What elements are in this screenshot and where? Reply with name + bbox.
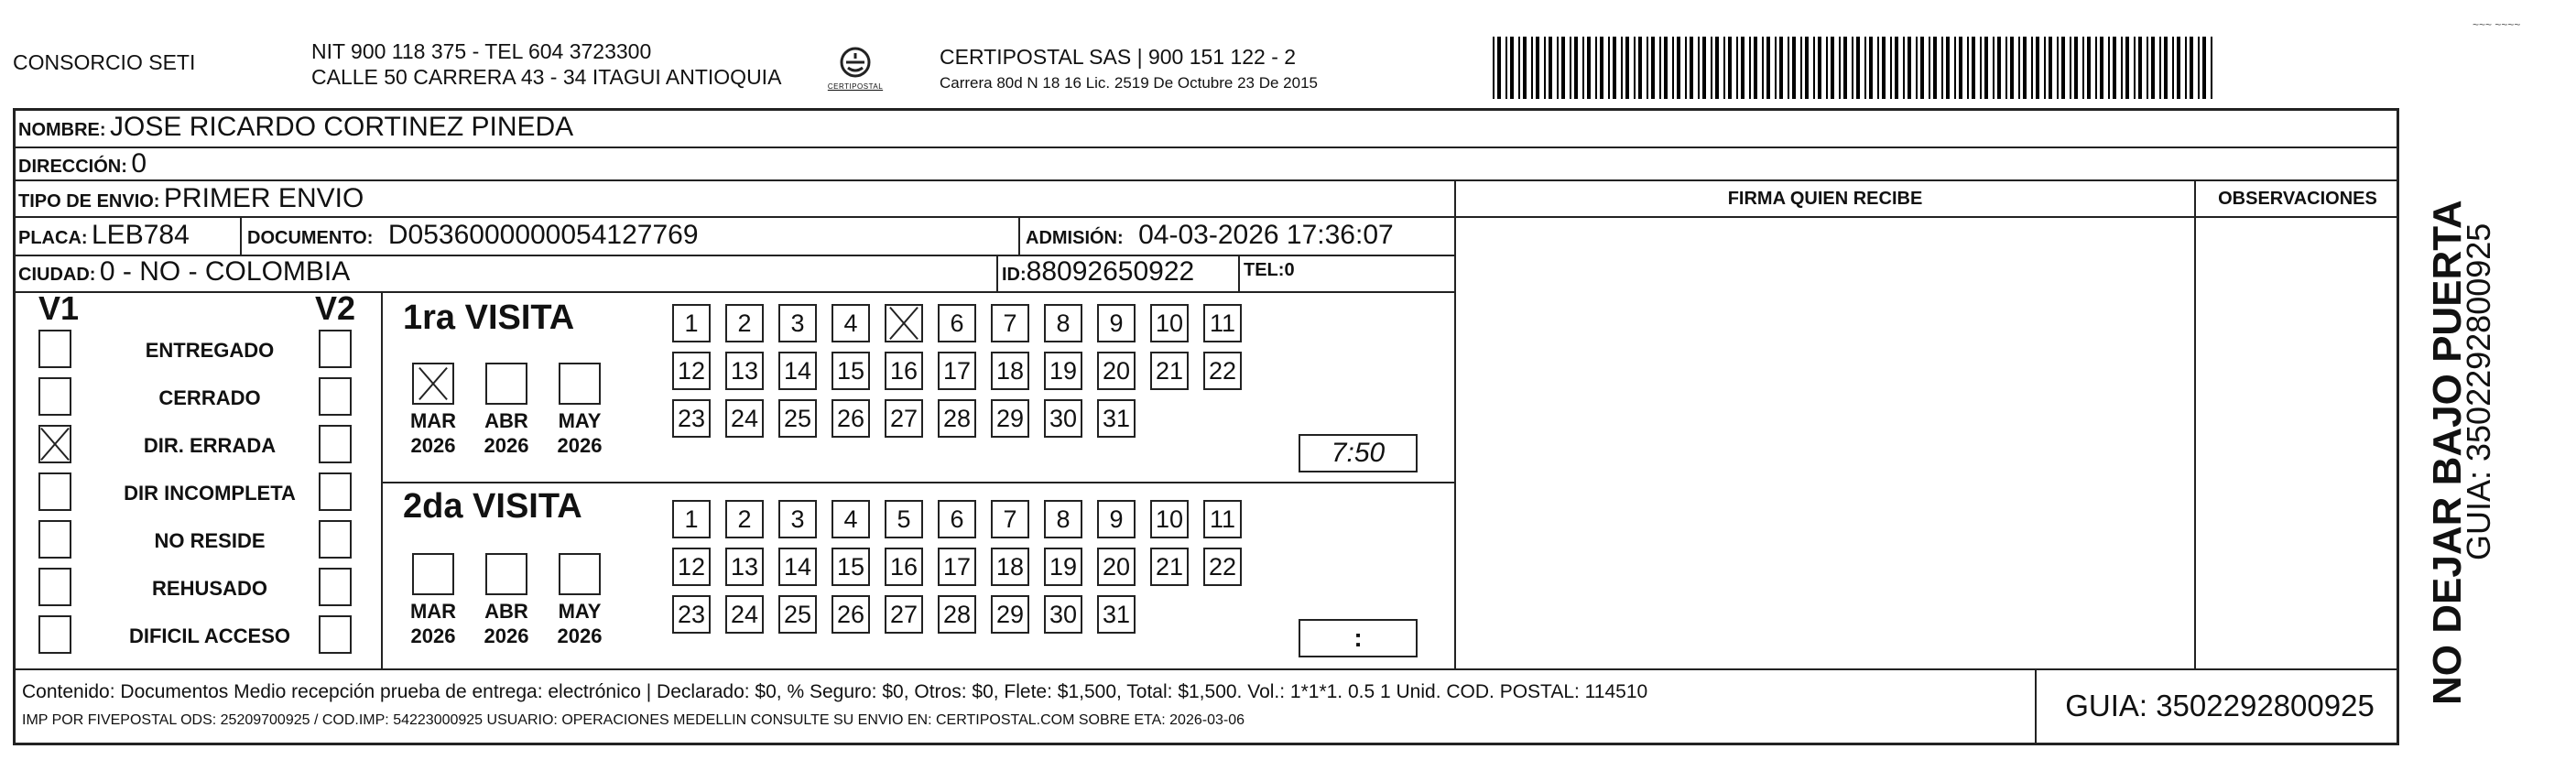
- visit1-month-name: MAR: [409, 409, 457, 432]
- visit1-day-box[interactable]: 21: [1150, 352, 1189, 390]
- nit-line: NIT 900 118 375 - TEL 604 3723300: [311, 39, 652, 63]
- barcode-bar: [1967, 37, 1969, 99]
- barcode-bar: [2074, 37, 2078, 99]
- barcode-bar: [2138, 37, 2142, 99]
- footer-guia: GUIA: 3502292800925: [2065, 689, 2375, 722]
- barcode-bar: [2151, 37, 2155, 99]
- visit1-day-box[interactable]: 12: [672, 352, 711, 390]
- visit2-day-box[interactable]: 30: [1044, 595, 1082, 634]
- visit1-day-box[interactable]: 14: [778, 352, 817, 390]
- visit1-day-box[interactable]: 23: [672, 399, 711, 438]
- col-line: [1454, 179, 1456, 668]
- barcode-bar: [2202, 37, 2206, 99]
- visit1-day-box[interactable]: 18: [991, 352, 1029, 390]
- barcode-bar: [1574, 37, 1578, 99]
- barcode-bar: [1634, 37, 1636, 99]
- row-line: [381, 482, 1454, 483]
- visit1-day-box[interactable]: 26: [831, 399, 870, 438]
- barcode-bar: [1625, 37, 1629, 99]
- visit1-day-box[interactable]: 25: [778, 399, 817, 438]
- barcode-bar: [1954, 37, 1956, 99]
- barcode-bar: [2018, 37, 2020, 99]
- visit2-month-checkbox[interactable]: [559, 553, 601, 595]
- barcode-bar: [1493, 37, 1495, 99]
- barcode-bar: [1651, 37, 1655, 99]
- placa-row: [18, 220, 190, 251]
- ciudad-value: 0 - NO - COLOMBIA: [99, 256, 351, 287]
- col-line: [996, 255, 998, 291]
- barcode-bar: [1677, 37, 1680, 99]
- visit1-day-box[interactable]: 11: [1203, 304, 1242, 342]
- barcode-bar: [2164, 37, 2168, 99]
- certipostal-logo: [826, 42, 885, 106]
- barcode-bar: [1621, 37, 1623, 99]
- v2-header: V2: [315, 289, 356, 327]
- barcode-bar: [1813, 37, 1815, 99]
- barcode-bar: [2036, 37, 2039, 99]
- status-label: ENTREGADO: [145, 339, 275, 362]
- barcode-bar: [2061, 37, 2065, 99]
- row-line: [13, 179, 2399, 181]
- col-line: [2035, 668, 2037, 745]
- barcode-bar: [1766, 37, 1770, 99]
- status-label: DIFICIL ACCESO: [128, 624, 290, 647]
- id-row: [1002, 256, 1194, 288]
- visit1-day-box[interactable]: 9: [1097, 304, 1136, 342]
- barcode-bar: [2125, 37, 2129, 99]
- tipo-label: TIPO DE ENVIO:: [18, 191, 160, 212]
- v2-checkbox[interactable]: [319, 330, 352, 368]
- row-line: [13, 147, 2399, 148]
- visit2-month-name: ABR: [484, 600, 528, 623]
- visit1-day-box[interactable]: 1: [672, 304, 711, 342]
- visit1-day-box[interactable]: 28: [938, 399, 976, 438]
- barcode-bar: [2031, 37, 2033, 99]
- v2-checkbox[interactable]: [319, 615, 352, 654]
- barcode-bar: [1882, 37, 1886, 99]
- barcode-bar: [1600, 37, 1603, 99]
- visit1-month-name: ABR: [484, 409, 528, 432]
- barcode-bar: [1792, 37, 1796, 99]
- barcode-bar: [1536, 37, 1539, 99]
- barcode-bar: [1762, 37, 1764, 99]
- admision-value: 04-03-2026 17:36:07: [1138, 220, 1394, 250]
- admision-label: ADMISIÓN:: [1026, 228, 1124, 248]
- tel-label: TEL:: [1244, 260, 1285, 280]
- visit1-day-box[interactable]: 2: [725, 304, 764, 342]
- tipo-row: [18, 183, 364, 214]
- barcode-bar: [1561, 37, 1565, 99]
- company-name: CONSORCIO SETI: [13, 50, 196, 74]
- barcode-bar: [1549, 37, 1552, 99]
- barcode-bar: [1582, 37, 1584, 99]
- visit1-time[interactable]: 7:50: [1299, 434, 1418, 472]
- visit2-day-box[interactable]: 25: [778, 595, 817, 634]
- direccion-value: 0: [131, 148, 147, 179]
- visit2-day-box[interactable]: 4: [831, 500, 870, 538]
- barcode-bar: [1647, 37, 1648, 99]
- visit2-title: 2da VISITA: [403, 487, 582, 526]
- visit2-day-box[interactable]: 6: [938, 500, 976, 538]
- status-label: DIR INCOMPLETA: [124, 482, 296, 505]
- visit1-day-box[interactable]: 13: [725, 352, 764, 390]
- admision-row: [1026, 220, 1394, 251]
- visit1-month-year: 2026: [484, 434, 529, 457]
- v1-checkbox[interactable]: [38, 568, 71, 606]
- nombre-row: [18, 112, 573, 143]
- barcode-bar: [2049, 37, 2052, 99]
- v1-checkbox[interactable]: [38, 520, 71, 559]
- barcode-bar: [1702, 37, 1706, 99]
- visit1-month-year: 2026: [410, 434, 456, 457]
- visit2-day-box[interactable]: 16: [885, 548, 923, 586]
- status-label: REHUSADO: [152, 577, 267, 600]
- barcode-bar: [1839, 37, 1841, 99]
- visit1-day-box[interactable]: 20: [1097, 352, 1136, 390]
- barcode-bar: [2134, 37, 2136, 99]
- visit1-day-box[interactable]: [885, 304, 923, 342]
- barcode-bar: [2190, 37, 2193, 99]
- barcode-bar: [2147, 37, 2148, 99]
- visit2-day-box[interactable]: 18: [991, 548, 1029, 586]
- status-label: NO RESIDE: [154, 529, 266, 552]
- row-line: [13, 668, 2399, 670]
- v2-checkbox[interactable]: [319, 568, 352, 606]
- visit2-month-name: MAY: [558, 600, 602, 623]
- col-line: [2194, 179, 2196, 668]
- tel-row: [1244, 260, 1295, 281]
- visit2-day-box[interactable]: 20: [1097, 548, 1136, 586]
- visit2-month-checkbox[interactable]: [412, 553, 454, 595]
- barcode-bar: [1749, 37, 1751, 99]
- visit1-day-box[interactable]: 22: [1203, 352, 1242, 390]
- barcode-bar: [2172, 37, 2174, 99]
- visit1-month-checkbox[interactable]: [412, 363, 454, 405]
- barcode-bar: [1518, 37, 1520, 99]
- visit2-month-year: 2026: [484, 624, 529, 647]
- barcode-bar: [1972, 37, 1975, 99]
- barcode-bar: [1864, 37, 1866, 99]
- visit1-title: 1ra VISITA: [403, 299, 575, 337]
- visit2-day-box[interactable]: 22: [1203, 548, 1242, 586]
- id-value: 88092650922: [1026, 256, 1195, 287]
- visit1-day-box[interactable]: 4: [831, 304, 870, 342]
- visit1-day-box[interactable]: 16: [885, 352, 923, 390]
- v1-checkbox[interactable]: [38, 615, 71, 654]
- visit1-day-box[interactable]: 7: [991, 304, 1029, 342]
- v2-checkbox[interactable]: [319, 425, 352, 463]
- barcode-bar: [1531, 37, 1533, 99]
- barcode-bar: [1659, 37, 1661, 99]
- barcode-bar: [1736, 37, 1738, 99]
- visit2-month-name: MAR: [409, 600, 457, 623]
- barcode-bar: [1510, 37, 1514, 99]
- barcode-bar: [1800, 37, 1802, 99]
- visit2-month-year: 2026: [410, 624, 456, 647]
- barcode-bar: [1920, 37, 1924, 99]
- v1-checkbox[interactable]: [38, 425, 71, 463]
- visit1-month-checkbox[interactable]: [485, 363, 527, 405]
- visit1-day-box[interactable]: 31: [1097, 399, 1136, 438]
- direccion-label: DIRECCIÓN:: [18, 157, 127, 177]
- id-label: ID:: [1002, 265, 1027, 285]
- ciudad-label: CIUDAD:: [18, 265, 96, 285]
- barcode-bar: [1993, 37, 1994, 99]
- barcode-bar: [1908, 37, 1911, 99]
- visit2-day-box[interactable]: 29: [991, 595, 1029, 634]
- barcode-bar: [1869, 37, 1873, 99]
- row-line: [13, 291, 1456, 293]
- footer-contenido: Contenido: Documentos Medio recepción prueba de entrega: electrónico | Declarado: $0, % Seguro: $0, Otros: $0, Flete: $1,500, Total: $1,500. Vol.: 1*1*1. 0.5 1 Unid. COD. POSTAL: 114510: [22, 681, 1648, 702]
- barcode-bar: [1754, 37, 1757, 99]
- barcode-bar: [1608, 37, 1610, 99]
- v1-checkbox[interactable]: [38, 330, 71, 368]
- barcode-bar: [1852, 37, 1853, 99]
- tel-value: 0: [1284, 260, 1295, 280]
- visit2-day-box[interactable]: 28: [938, 595, 976, 634]
- barcode-bar: [1690, 37, 1693, 99]
- footer-imp: IMP POR FIVEPOSTAL ODS: 25209700925 / COD.IMP: 54223000925 USUARIO: OPERACIONES MEDELLIN CONSULTE SU ENVIO EN: CERTIPOSTAL.COM SOBRE ETA: 2026-03-06: [22, 712, 1245, 728]
- barcode-bar: [2005, 37, 2007, 99]
- barcode: [1493, 37, 2216, 99]
- visit2-day-box[interactable]: 1: [672, 500, 711, 538]
- side-guia: GUIA: 3502292800925: [2460, 223, 2497, 560]
- v1-checkbox[interactable]: [38, 472, 71, 511]
- barcode-bar: [1980, 37, 1982, 99]
- barcode-bar: [2070, 37, 2071, 99]
- status-label: CERRADO: [158, 386, 261, 409]
- visit2-day-box[interactable]: 5: [885, 500, 923, 538]
- col-line: [381, 291, 383, 668]
- barcode-bar: [1890, 37, 1892, 99]
- firma-label: FIRMA QUIEN RECIBE: [1727, 189, 1923, 209]
- visit2-day-box[interactable]: 13: [725, 548, 764, 586]
- visit1-day-box[interactable]: 10: [1150, 304, 1189, 342]
- barcode-bar: [1941, 37, 1943, 99]
- v2-checkbox[interactable]: [319, 520, 352, 559]
- visit2-day-box[interactable]: 11: [1203, 500, 1242, 538]
- barcode-bar: [2211, 37, 2212, 99]
- visit2-day-box[interactable]: 10: [1150, 500, 1189, 538]
- barcode-bar: [1685, 37, 1687, 99]
- visit2-day-box[interactable]: 14: [778, 548, 817, 586]
- barcode-bar: [1946, 37, 1950, 99]
- corner-text: ~~~ ~~~~: [2473, 18, 2521, 31]
- visit1-day-box[interactable]: 6: [938, 304, 976, 342]
- visit2-day-box[interactable]: 7: [991, 500, 1029, 538]
- visit1-day-box[interactable]: 3: [778, 304, 817, 342]
- barcode-bar: [1570, 37, 1571, 99]
- barcode-bar: [1805, 37, 1809, 99]
- barcode-bar: [1775, 37, 1777, 99]
- visit1-month-name: MAY: [558, 409, 602, 432]
- barcode-bar: [1929, 37, 1930, 99]
- visit2-month-year: 2026: [557, 624, 603, 647]
- visit1-day-box[interactable]: 15: [831, 352, 870, 390]
- barcode-bar: [1843, 37, 1847, 99]
- tipo-value: PRIMER ENVIO: [163, 183, 364, 213]
- barcode-bar: [1788, 37, 1789, 99]
- visit2-day-box[interactable]: 27: [885, 595, 923, 634]
- barcode-bar: [1997, 37, 2001, 99]
- visit1-month-year: 2026: [557, 434, 603, 457]
- visit2-day-box[interactable]: 23: [672, 595, 711, 634]
- row-line: [13, 216, 2399, 218]
- barcode-bar: [2177, 37, 2180, 99]
- visit2-day-box[interactable]: 31: [1097, 595, 1136, 634]
- col-line: [1018, 216, 1020, 255]
- barcode-bar: [2010, 37, 2014, 99]
- visit1-day-box[interactable]: 17: [938, 352, 976, 390]
- barcode-bar: [2100, 37, 2103, 99]
- visit1-day-box[interactable]: 29: [991, 399, 1029, 438]
- logo-text: CERTIPOSTAL: [827, 82, 884, 91]
- certi-line2: Carrera 80d N 18 16 Lic. 2519 De Octubre 23 De 2015: [940, 74, 1318, 92]
- barcode-bar: [1664, 37, 1668, 99]
- documento-label: DOCUMENTO:: [247, 228, 374, 248]
- barcode-bar: [1698, 37, 1700, 99]
- barcode-bar: [1916, 37, 1918, 99]
- nombre-label: NOMBRE:: [18, 120, 106, 140]
- status-label: DIR. ERRADA: [143, 434, 277, 457]
- barcode-bar: [1779, 37, 1783, 99]
- visit2-day-box[interactable]: 26: [831, 595, 870, 634]
- barcode-bar: [2108, 37, 2110, 99]
- barcode-bar: [2198, 37, 2200, 99]
- barcode-bar: [2113, 37, 2116, 99]
- barcode-bar: [2159, 37, 2161, 99]
- v1-checkbox[interactable]: [38, 377, 71, 416]
- nombre-value: JOSE RICARDO CORTINEZ PINEDA: [110, 112, 574, 142]
- barcode-bar: [1728, 37, 1732, 99]
- barcode-bar: [1895, 37, 1898, 99]
- visit2-day-box[interactable]: 8: [1044, 500, 1082, 538]
- barcode-bar: [1831, 37, 1834, 99]
- visit2-day-box[interactable]: 19: [1044, 548, 1082, 586]
- barcode-bar: [1818, 37, 1821, 99]
- barcode-bar: [1903, 37, 1905, 99]
- visit2-day-box[interactable]: 15: [831, 548, 870, 586]
- certi-line1: CERTIPOSTAL SAS | 900 151 122 - 2: [940, 45, 1297, 69]
- visit1-day-box[interactable]: 24: [725, 399, 764, 438]
- visit1-day-box[interactable]: 19: [1044, 352, 1082, 390]
- barcode-bar: [1638, 37, 1642, 99]
- barcode-bar: [1523, 37, 1527, 99]
- barcode-bar: [1613, 37, 1616, 99]
- col-line: [240, 216, 242, 255]
- barcode-bar: [2185, 37, 2187, 99]
- barcode-bar: [1711, 37, 1712, 99]
- visit2-day-box[interactable]: 21: [1150, 548, 1189, 586]
- documento-value: D0536000000054127769: [387, 220, 699, 250]
- visit2-day-box[interactable]: 3: [778, 500, 817, 538]
- barcode-bar: [1933, 37, 1937, 99]
- barcode-bar: [1741, 37, 1745, 99]
- barcode-bar: [1877, 37, 1879, 99]
- barcode-bar: [1544, 37, 1546, 99]
- visit1-day-box[interactable]: 27: [885, 399, 923, 438]
- visit2-day-box[interactable]: 9: [1097, 500, 1136, 538]
- placa-label: PLACA:: [18, 228, 88, 248]
- visit2-day-box[interactable]: 2: [725, 500, 764, 538]
- v2-checkbox[interactable]: [319, 472, 352, 511]
- barcode-bar: [1826, 37, 1828, 99]
- barcode-bar: [1595, 37, 1597, 99]
- visit1-day-box[interactable]: 8: [1044, 304, 1082, 342]
- barcode-bar: [1959, 37, 1962, 99]
- address-line: CALLE 50 CARRERA 43 - 34 ITAGUI ANTIOQUIA: [311, 65, 782, 89]
- barcode-bar: [1587, 37, 1591, 99]
- barcode-bar: [1856, 37, 1860, 99]
- v2-checkbox[interactable]: [319, 377, 352, 416]
- v1-header: V1: [38, 289, 80, 327]
- ciudad-row: [18, 256, 350, 288]
- barcode-bar: [1557, 37, 1559, 99]
- visit2-day-box[interactable]: 24: [725, 595, 764, 634]
- barcode-bar: [1672, 37, 1674, 99]
- visit2-time[interactable]: :: [1299, 619, 1418, 657]
- barcode-bar: [1497, 37, 1501, 99]
- barcode-bar: [2082, 37, 2084, 99]
- barcode-bar: [2095, 37, 2097, 99]
- barcode-bar: [1505, 37, 1507, 99]
- barcode-bar: [2121, 37, 2123, 99]
- col-line: [1238, 255, 1240, 291]
- documento-row: [247, 220, 699, 251]
- visit2-month-checkbox[interactable]: [485, 553, 527, 595]
- visit1-month-checkbox[interactable]: [559, 363, 601, 405]
- barcode-bar: [2087, 37, 2091, 99]
- side-warning: NO DEJAR BAJO PUERTA: [2425, 200, 2470, 705]
- visit2-day-box[interactable]: 17: [938, 548, 976, 586]
- barcode-bar: [1723, 37, 1725, 99]
- barcode-bar: [2057, 37, 2059, 99]
- barcode-bar: [2023, 37, 2027, 99]
- visit1-day-box[interactable]: 30: [1044, 399, 1082, 438]
- placa-value: LEB784: [92, 220, 190, 250]
- direccion-row: [18, 148, 147, 179]
- barcode-bar: [1984, 37, 1988, 99]
- observaciones-label: OBSERVACIONES: [2218, 189, 2377, 209]
- barcode-bar: [1715, 37, 1719, 99]
- visit2-day-box[interactable]: 12: [672, 548, 711, 586]
- barcode-bar: [2044, 37, 2046, 99]
